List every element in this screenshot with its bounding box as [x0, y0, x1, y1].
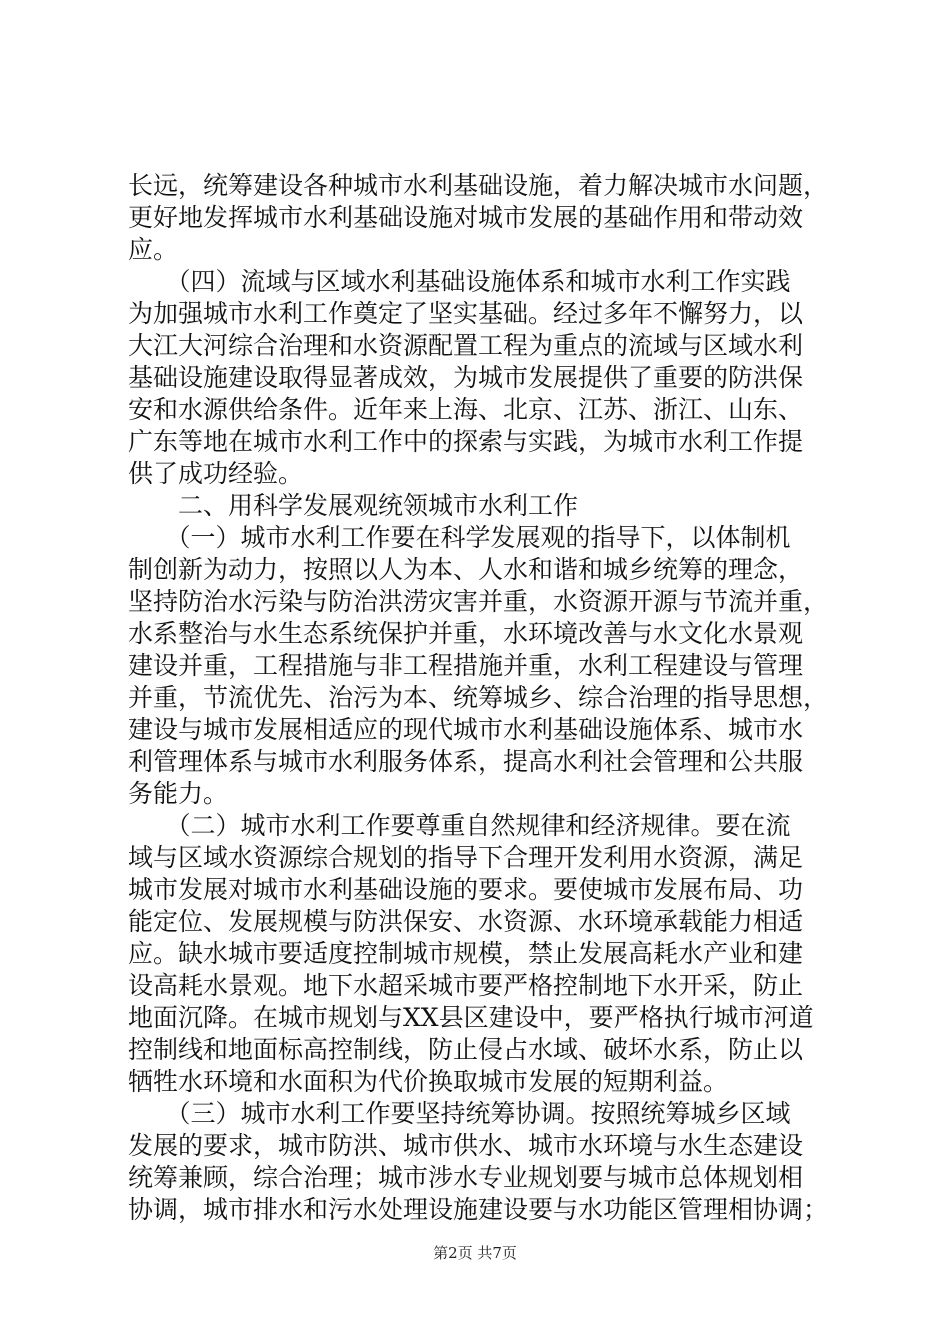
text-line: 发展的要求，城市防洪、城市供水、城市水环境与水生态建设 [128, 1131, 804, 1160]
text-line: 长远，统筹建设各种城市水利基础设施，着力解决城市水问题， [128, 171, 829, 200]
text-line: 城市发展对城市水利基础设施的要求。要使城市发展布局、功 [128, 875, 804, 904]
text-line: 广东等地在城市水利工作中的探索与实践，为城市水利工作提 [128, 427, 804, 456]
text-line: 牺牲水环境和水面积为代价换取城市发展的短期利益。 [128, 1067, 729, 1096]
text-line: 地面沉降。在城市规划与XX县区建设中，要严格执行城市河道 [128, 1003, 814, 1032]
text-line: （二）城市水利工作要尊重自然规律和经济规律。要在流 [128, 811, 791, 840]
text-line: 务能力。 [128, 779, 229, 808]
text-line: 应。缺水城市要适度控制城市规模，禁止发展高耗水产业和建 [128, 939, 804, 968]
text-line: 坚持防治水污染与防治洪涝灾害并重，水资源开源与节流并重， [128, 587, 829, 616]
text-line: 统筹兼顾，综合治理；城市涉水专业规划要与城市总体规划相 [128, 1163, 804, 1192]
text-line: 能定位、发展规模与防洪保安、水资源、水环境承载能力相适 [128, 907, 804, 936]
text-line: 更好地发挥城市水利基础设施对城市发展的基础作用和带动效 [128, 203, 804, 232]
text-line: 利管理体系与城市水利服务体系，提高水利社会管理和公共服 [128, 747, 804, 776]
text-line: （三）城市水利工作要坚持统筹协调。按照统筹城乡区域 [128, 1099, 791, 1128]
text-line: 制创新为动力，按照以人为本、人水和谐和城乡统筹的理念， [128, 555, 804, 584]
text-line: 安和水源供给条件。近年来上海、北京、江苏、浙江、山东、 [128, 395, 804, 424]
text-line: （一）城市水利工作要在科学发展观的指导下，以体制机 [128, 523, 791, 552]
text-line: 并重，节流优先、治污为本、统筹城乡、综合治理的指导思想， [128, 683, 829, 712]
text-line: 域与区域水资源综合规划的指导下合理开发利用水资源，满足 [128, 843, 804, 872]
body-text [128, 170, 836, 1226]
text-line: 二、用科学发展观统领城市水利工作 [128, 491, 579, 520]
text-line: 供了成功经验。 [128, 459, 304, 488]
text-line: 控制线和地面标高控制线，防止侵占水域、破坏水系，防止以 [128, 1035, 804, 1064]
text-line: 设高耗水景观。地下水超采城市要严格控制地下水开采，防止 [128, 971, 804, 1000]
text-line: 水系整治与水生态系统保护并重，水环境改善与水文化水景观 [128, 619, 804, 648]
text-line: 建设并重，工程措施与非工程措施并重，水利工程建设与管理 [128, 651, 804, 680]
text-line: 大江大河综合治理和水资源配置工程为重点的流域与区域水利 [128, 331, 804, 360]
text-line: 建设与城市发展相适应的现代城市水利基础设施体系、城市水 [128, 715, 804, 744]
text-line: 应。 [128, 235, 179, 264]
text-line: 为加强城市水利工作奠定了坚实基础。经过多年不懈努力，以 [128, 299, 804, 328]
text-line: 协调，城市排水和污水处理设施建设要与水功能区管理相协调； [128, 1195, 829, 1224]
text-line: 基础设施建设取得显著成效，为城市发展提供了重要的防洪保 [128, 363, 804, 392]
page-footer: 第2页 共7页 [433, 1244, 517, 1262]
text-line: （四）流域与区域水利基础设施体系和城市水利工作实践 [128, 267, 791, 296]
